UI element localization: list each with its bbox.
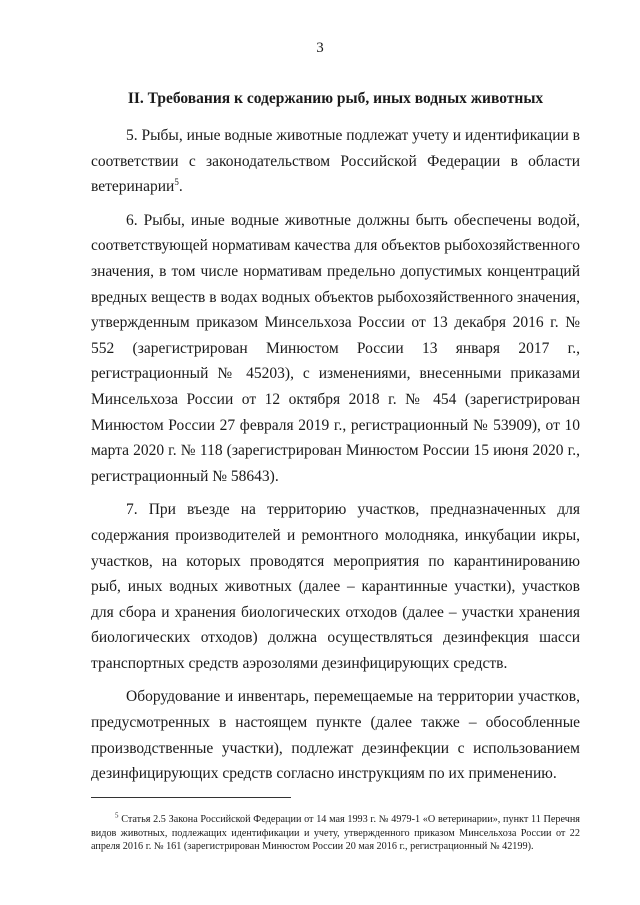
footnote-reference[interactable]: 5 — [174, 177, 179, 188]
section-heading: II. Требования к содержанию рыб, иных водных животных — [127, 90, 544, 107]
document-body — [91, 88, 580, 795]
footnote — [91, 813, 580, 854]
footnote-mark: 5 — [115, 811, 119, 820]
paragraph-5-tail: . — [178, 178, 183, 196]
paragraph-5-text: 5. Рыбы, иные водные животные подлежат учету и идентификации в соответствии с законодательством Российской Федерации в области ветеринарии — [91, 127, 580, 196]
footnote-text: Статья 2.5 Закона Российской Федерации от 14 мая 1993 г. № 4979-1 «О ветеринарии», пункт 11 Перечня видов животных, подлежащих идентификации и учету, утвержденного приказом Минсельхоза России от 22 апреля 2016 г. № 161 (зарегистрирован Минюстом России 20 мая 2016 г., регистрационный № 42199). — [91, 814, 580, 853]
page-number: 3 — [316, 40, 324, 56]
paragraph-6: 6. Рыбы, иные водные животные должны быть обеспечены водой, соответствующей нормативам качества для объектов рыбохозяйственного значения, в том числе нормативам предельно допустимых концентраций вредных веществ в водах водных объектов рыбохозяйственного значения, утвержденным приказом Минсельхоза России от 13 декабря 2016 г. № 552 (зарегистрирован Минюстом России 13 января 2017 г., регистрационный № 45203), с изменениями, внесенными приказами Минсельхоза России от 12 октября 2018 г. № 454 (зарегистрирован Минюстом России 27 февраля 2019 г., регистрационный № 53909), от 10 марта 2020 г. № 118 (зарегистрирован Минюстом России 15 июня 2020 г., регистрационный № 58643). — [91, 211, 580, 485]
paragraph-5 — [91, 123, 580, 200]
paragraph-7-continuation: Оборудование и инвентарь, перемещаемые на территории участков, предусмотренных в настоящем пункте (далее также – обособленные производственные участки), подлежат дезинфекции с использованием дезинфицирующих средств согласно инструкциям по их применению. — [91, 688, 580, 783]
paragraph-7: 7. При въезде на территорию участков, предназначенных для содержания производителей и ремонтного молодняка, инкубации икры, участков, на которых проводятся мероприятия по карантинированию рыб, иных водных животных (далее – карантинные участки), участков для сбора и хранения биологических отходов (далее – участки хранения биологических отходов) должна осуществляться дезинфекция шасси транспортных средств аэрозолями дезинфицирующих средств. — [91, 501, 580, 672]
footnote-divider — [91, 797, 291, 798]
